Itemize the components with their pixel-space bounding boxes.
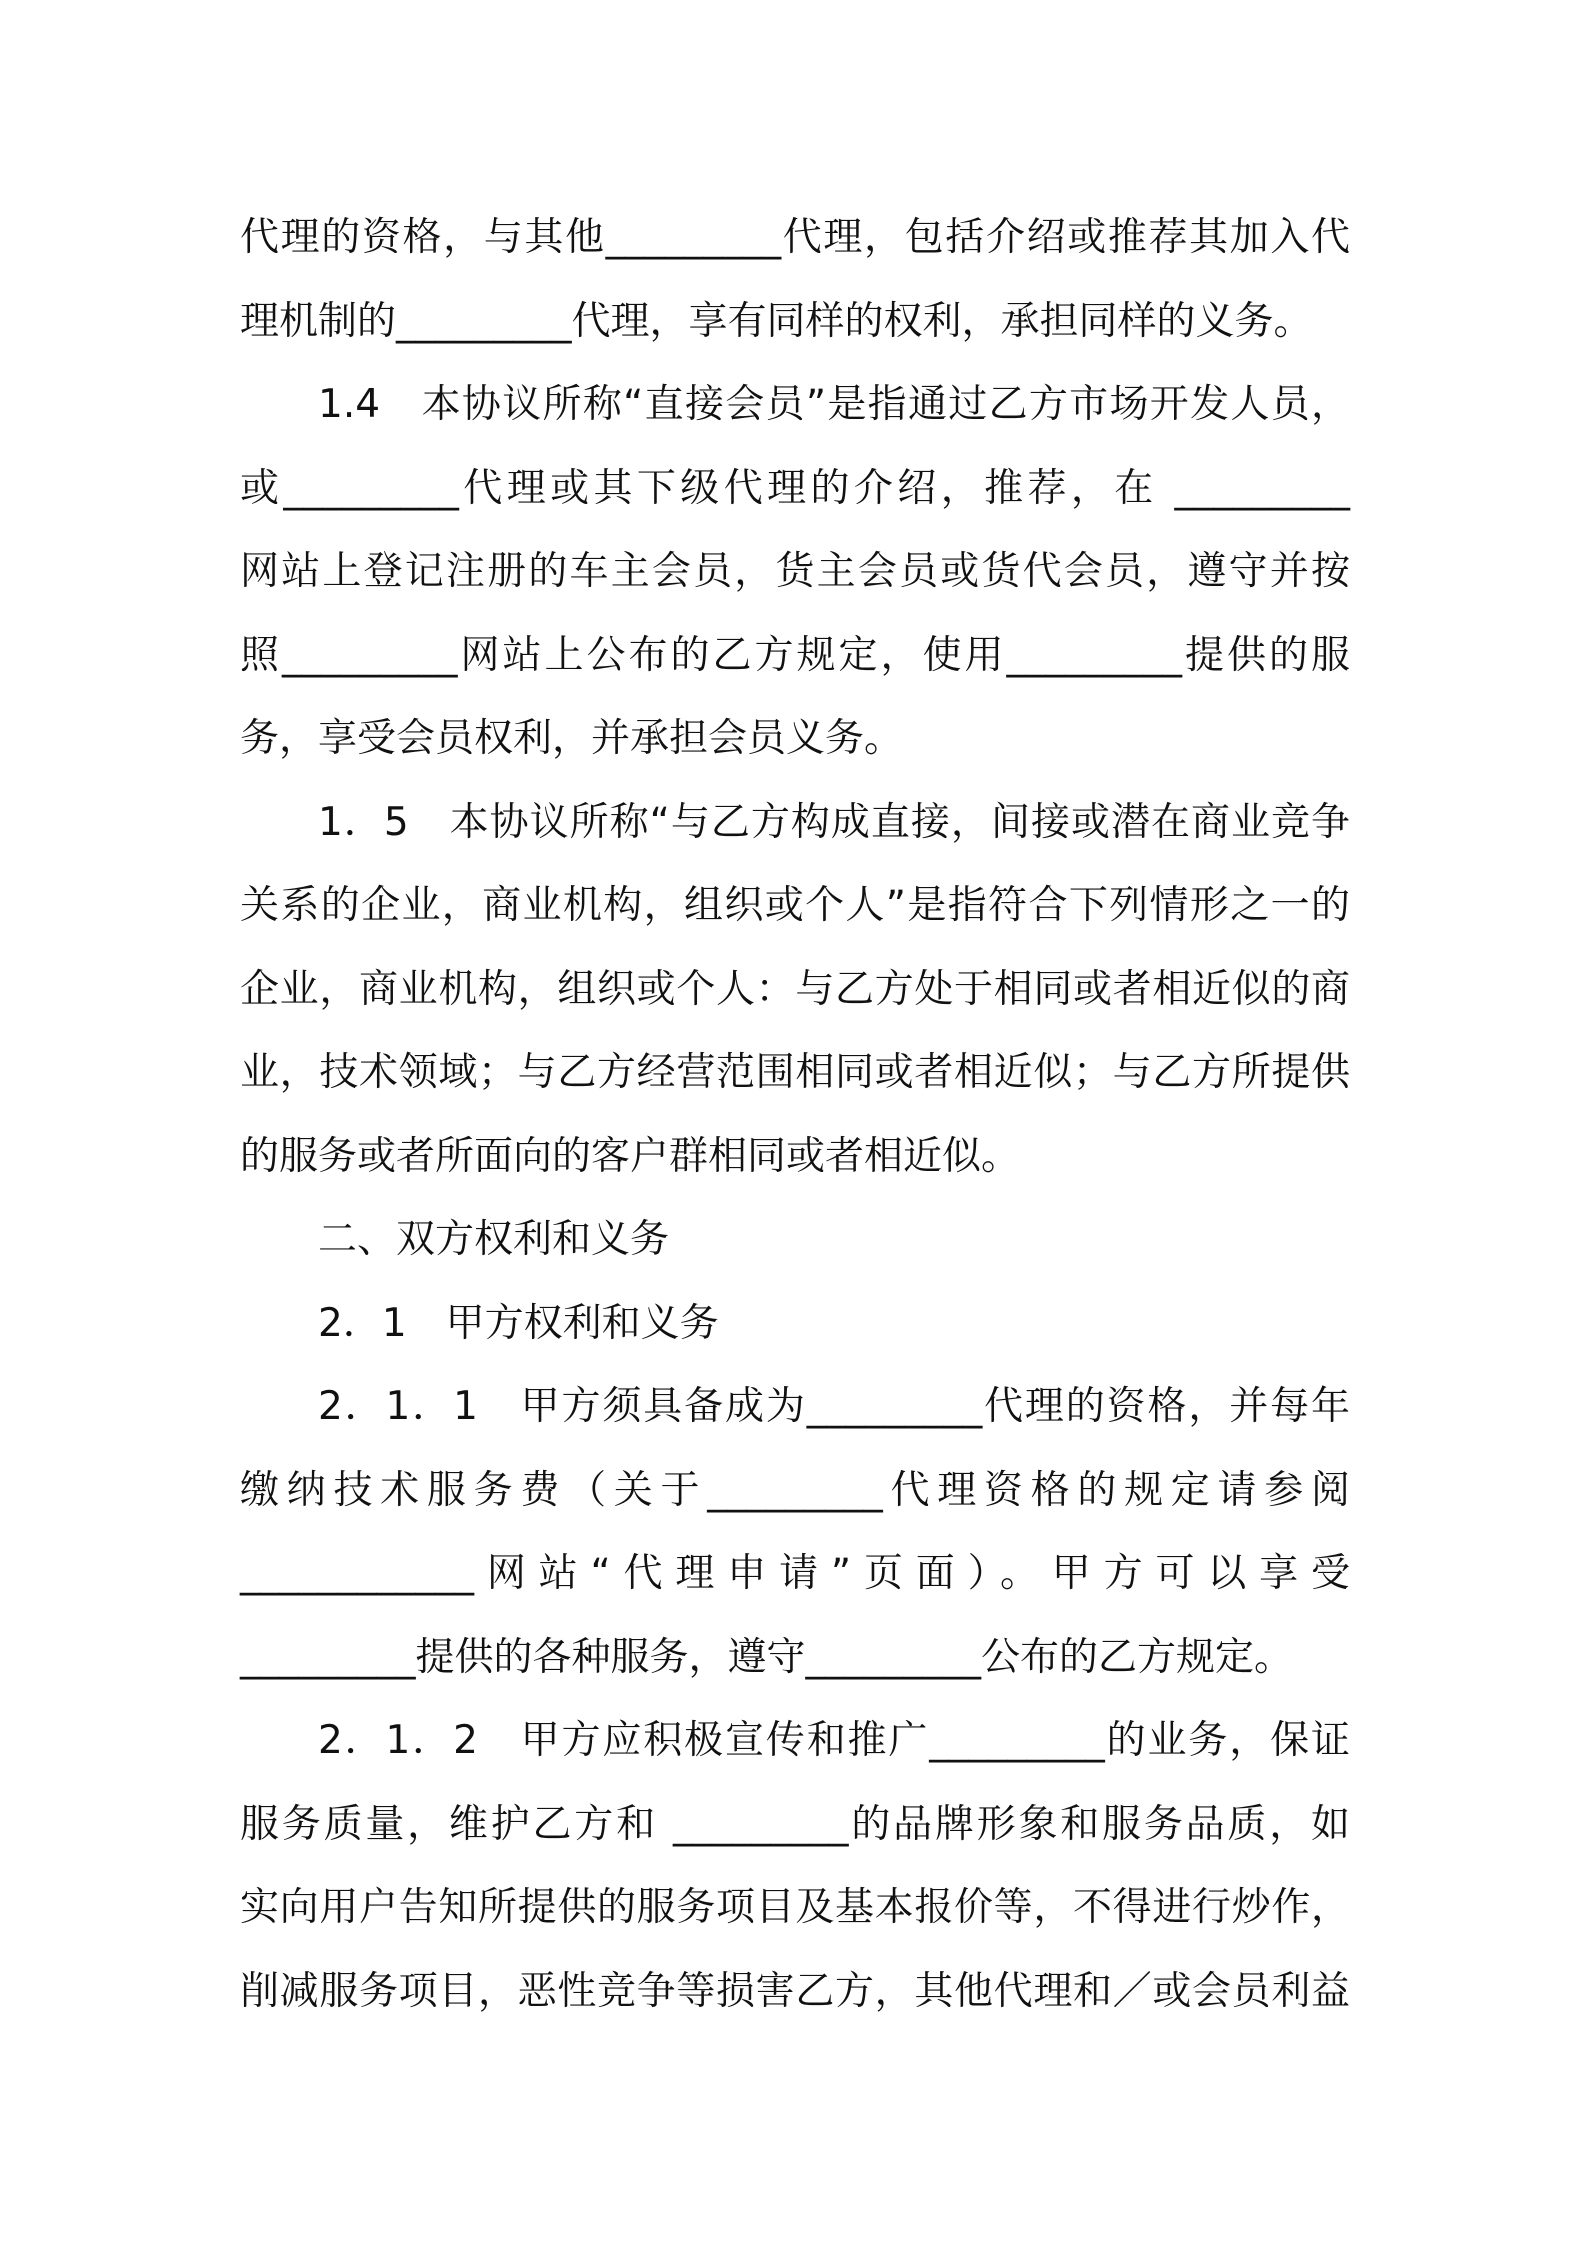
section-heading: 二、双方权利和义务 [318, 1217, 670, 1262]
text-line: 缴纳技术服务费（关于_________代理资格的规定请参阅 [240, 1467, 1350, 1513]
text-line: 关系的企业，商业机构，组织或个人”是指符合下列情形之一的 [240, 883, 1350, 928]
document-body [240, 196, 1350, 2033]
text-line: _________提供的各种服务，遵守_________公布的乙方规定。 [240, 1634, 1294, 1680]
text-line: 或_________代理或其下级代理的介绍，推荐，在 _________ [240, 465, 1350, 511]
text-line: 企业，商业机构，组织或个人：与乙方处于相同或者相近似的商 [240, 966, 1350, 1012]
text-line: 代理的资格，与其他_________代理，包括介绍或推荐其加入代 [240, 215, 1350, 260]
text-line: 业，技术领域；与乙方经营范围相同或者相近似；与乙方所提供 [240, 1050, 1350, 1095]
text-line: 1．5 本协议所称“与乙方构成直接，间接或潜在商业竞争 [318, 799, 1350, 845]
text-line: 照_________网站上公布的乙方规定，使用_________提供的服 [240, 632, 1350, 678]
text-line: 实向用户告知所提供的服务项目及基本报价等，不得进行炒作， [240, 1885, 1350, 1930]
text-line: 2．1．2 甲方应积极宣传和推广_________的业务，保证 [318, 1718, 1350, 1763]
text-line: 的服务或者所面向的客户群相同或者相近似。 [240, 1133, 1021, 1179]
text-line: 2．1．1 甲方须具备成为_________代理的资格，并每年 [318, 1384, 1350, 1429]
text-line: 1.4 本协议所称“直接会员”是指通过乙方市场开发人员， [318, 382, 1350, 427]
text-line: 理机制的_________代理，享有同样的权利，承担同样的义务。 [240, 298, 1313, 344]
text-line: 服务质量，维护乙方和 _________的品牌形象和服务品质，如 [240, 1801, 1350, 1847]
subsection-heading: 2．1 甲方权利和义务 [318, 1300, 719, 1346]
text-line: 网站上登记注册的车主会员，货主会员或货代会员，遵守并按 [240, 549, 1350, 594]
text-line: ____________网站“代理申请”页面）。甲方可以享受 [240, 1551, 1350, 1596]
text-line: 削减服务项目，恶性竞争等损害乙方，其他代理和／或会员利益 [240, 1968, 1350, 2014]
text-line: 务，享受会员权利，并承担会员义务。 [240, 716, 904, 761]
